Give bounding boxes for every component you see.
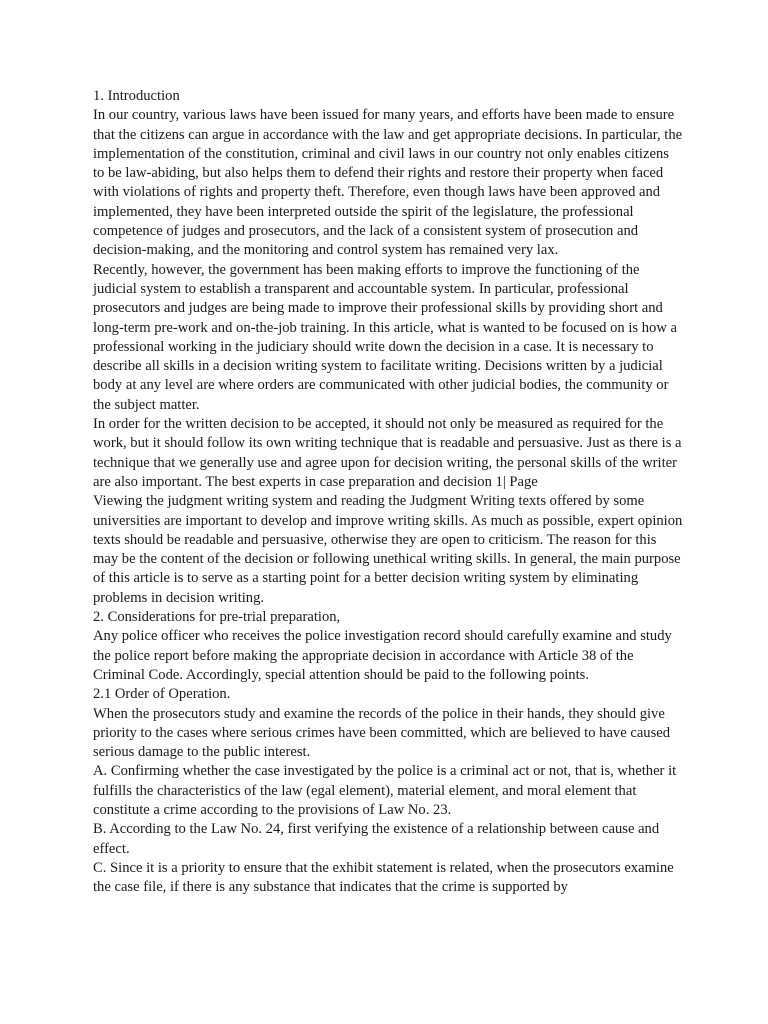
- paragraph-written-decision: In order for the written decision to be accepted, it should not only be measured as required for the work, but it should follow its own writing technique that is readable and persuasive. Just as there is a technique that we generally use and agree upon for decision writing, the personal skills of the writer are also important. The best experts in case preparation and decision 1| Page: [93, 416, 682, 490]
- list-item-b: B. According to the Law No. 24, first verifying the existence of a relationship between cause and effect.: [93, 821, 660, 857]
- section-heading-introduction: 1. Introduction: [93, 88, 180, 104]
- document-page: [93, 87, 683, 897]
- list-item-c: C. Since it is a priority to ensure that the exhibit statement is related, when the prosecutors examine the case file, if there is any substance that indicates that the crime is supported by: [93, 859, 674, 896]
- paragraph-judgment-writing: Viewing the judgment writing system and reading the Judgment Writing texts offered by some universities are important to develop and improve writing skills. As much as possible, expert opinion texts should be readable and persuasive, otherwise they are open to criticism. The reason for this may be the content of the decision or following unethical writing skills. In general, the main purpose of this article is to serve as a starting point for a better decision writing system by eliminating problems in decision writing.: [93, 493, 683, 606]
- subsection-heading-order: 2.1 Order of Operation.: [93, 686, 231, 703]
- list-item-a: A. Confirming whether the case investigated by the police is a criminal act or not, that is, whether it fulfills the characteristics of the law (egal element), material element, and moral element that constitute a crime according to the provisions of Law No. 23.: [93, 763, 677, 818]
- paragraph-intro-laws: In our country, various laws have been issued for many years, and efforts have been made to ensure that the citizens can argue in accordance with the law and get appropriate decisions. In particular, the implementation of the constitution, criminal and civil laws in our country not only enables citizens to be law-abiding, but also helps them to defend their rights and restore their property when faced with violations of rights and property theft. Therefore, even though laws have been approved and implemented, they have been interpreted outside the spirit of the legislature, the professional competence of judges and prosecutors, and the lack of a consistent system of prosecution and decision-making, and the monitoring and control system has remained very lax.: [93, 107, 683, 259]
- section-heading-pretrial: 2. Considerations for pre-trial preparation,: [93, 609, 341, 626]
- paragraph-police-officer: Any police officer who receives the police investigation record should carefully examine and study the police report before making the appropriate decision in accordance with Article 38 of the Criminal Code. Accordingly, special attention should be paid to the following points.: [93, 628, 672, 683]
- paragraph-government-efforts: Recently, however, the government has been making efforts to improve the functioning of the judicial system to establish a transparent and accountable system. In particular, professional prosecutors and judges are being made to improve their professional skills by providing short and long-term pre-work and on-the-job training. In this article, what is wanted to be focused on is how a professional working in the judiciary should write down the decision in a case. It is necessary to describe all skills in a decision writing system to facilitate writing. Decisions written by a judicial body at any level are where orders are communicated with other judicial bodies, the community or the subject matter.: [93, 261, 677, 413]
- paragraph-prosecutors-priority: When the prosecutors study and examine the records of the police in their hands, they should give priority to the cases where serious crimes have been committed, which are believed to have caused serious damage to the public interest.: [93, 705, 671, 761]
